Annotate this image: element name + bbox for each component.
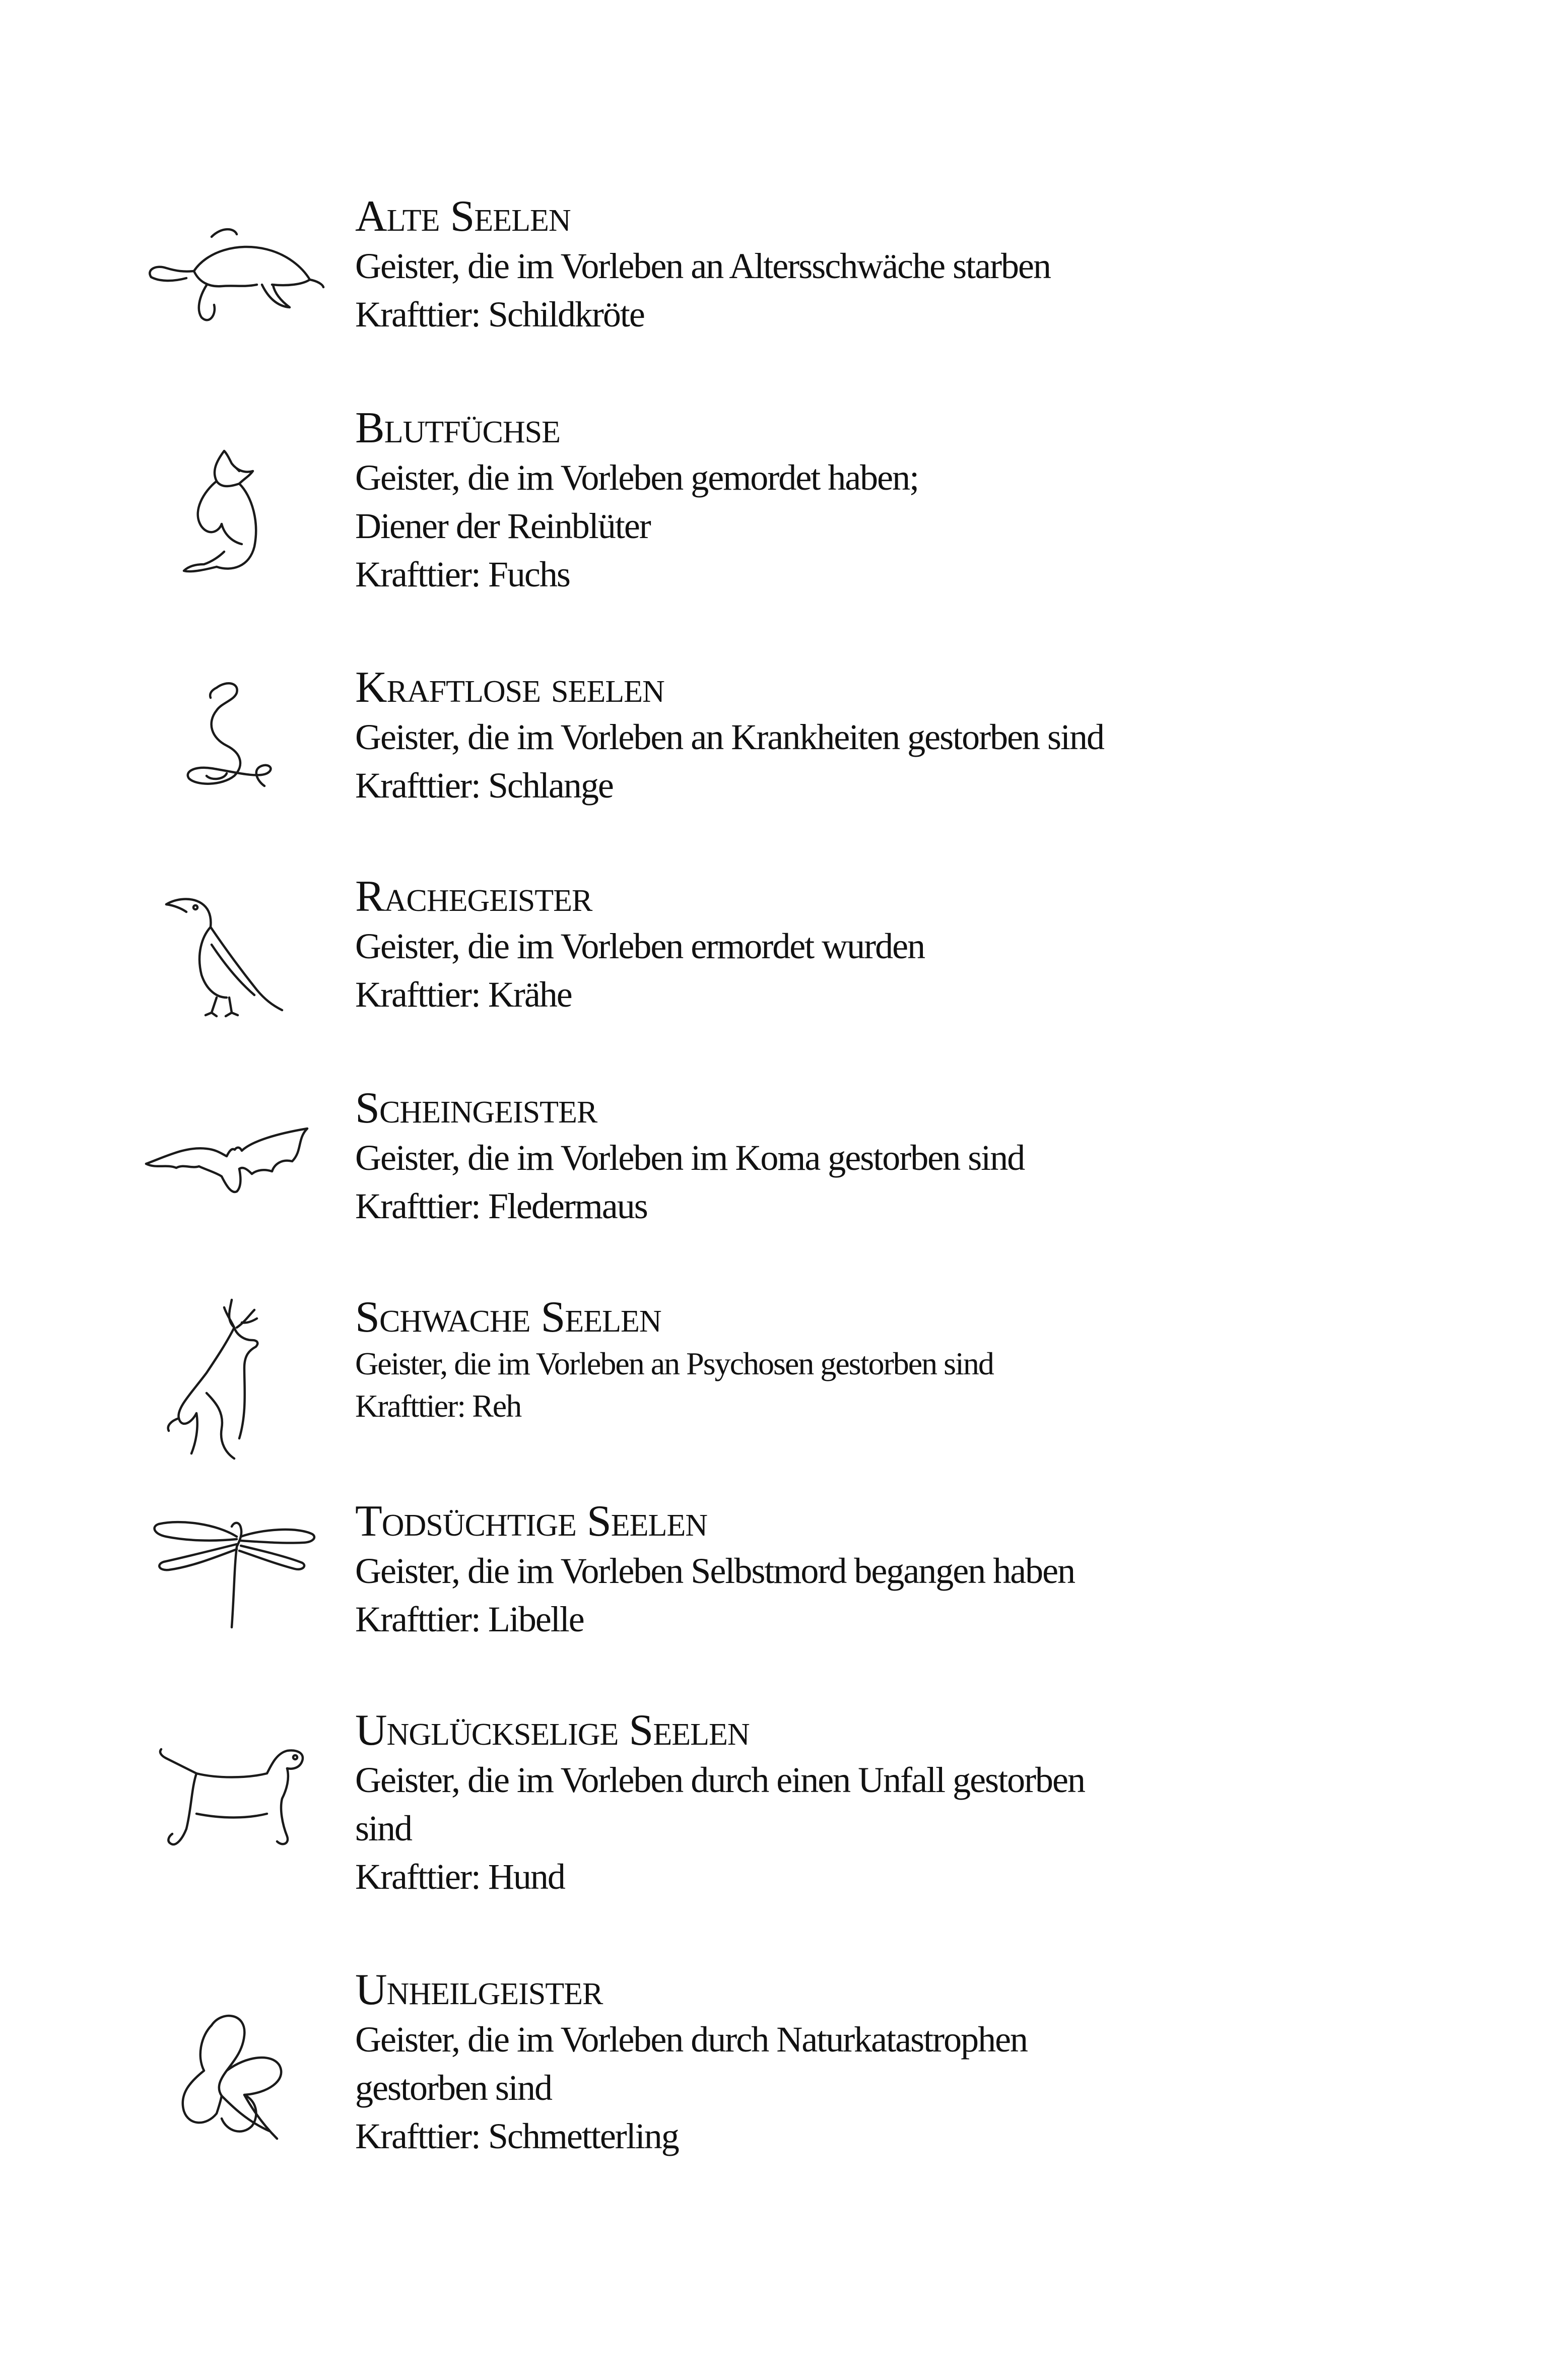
dragonfly-icon — [136, 1506, 327, 1637]
entry-text — [355, 1083, 1262, 1230]
entry-krafttier: Krafttier: Krähe — [355, 974, 572, 1015]
entry-description: Geister, die im Vorleben durch einen Unfall gestorben — [355, 1760, 1085, 1800]
entry-description: Geister, die im Vorleben ermordet wurden — [355, 926, 925, 966]
entry-text — [355, 1965, 1262, 2160]
entry-title: Todsüchtige Seelen — [355, 1497, 708, 1546]
butterfly-icon — [136, 2005, 327, 2151]
entry-krafttier: Krafttier: Schildkröte — [355, 294, 644, 335]
entry-description: Diener der Reinblüter — [355, 506, 650, 546]
entry-description: Geister, die im Vorleben gemordet haben; — [355, 457, 919, 498]
entry-krafttier: Krafttier: Fuchs — [355, 554, 570, 594]
entry-title: Rachegeister — [355, 872, 592, 921]
entry-krafttier: Krafttier: Libelle — [355, 1599, 584, 1639]
entry-description: sind — [355, 1808, 412, 1848]
entry-text — [355, 1705, 1262, 1901]
entry-title: Blutfüchse — [355, 404, 560, 452]
entry-description: gestorben sind — [355, 2068, 552, 2108]
entry-title: Scheingeister — [355, 1084, 597, 1133]
entry-text — [355, 872, 1262, 1019]
entry-krafttier: Krafttier: Fledermaus — [355, 1186, 647, 1226]
entry-text — [355, 663, 1262, 810]
entry-title: Alte Seelen — [355, 192, 571, 241]
crow-icon — [136, 889, 327, 1025]
entry-description: Geister, die im Vorleben durch Naturkatastrophen — [355, 2019, 1028, 2060]
entry-title: Unglückselige Seelen — [355, 1706, 750, 1755]
entry-description: Geister, die im Vorleben im Koma gestorben sind — [355, 1138, 1025, 1178]
fox-icon — [136, 441, 327, 592]
entry-title: Unheilgeister — [355, 1965, 603, 2014]
entry-text — [355, 1496, 1262, 1643]
entry-krafttier: Krafttier: Schlange — [355, 765, 613, 806]
deer-icon — [136, 1292, 327, 1464]
snake-icon — [136, 673, 327, 809]
entry-krafttier: Krafttier: Hund — [355, 1857, 565, 1897]
entry-text — [355, 191, 1262, 339]
entry-title: Schwache Seelen — [355, 1293, 661, 1342]
entry-description: Geister, die im Vorleben an Krankheiten gestorben sind — [355, 717, 1104, 757]
entry-description: Geister, die im Vorleben an Altersschwäche starben — [355, 246, 1051, 286]
entry-title: Kraftlose seelen — [355, 663, 664, 712]
entry-description: Geister, die im Vorleben an Psychosen gestorben sind — [355, 1346, 993, 1381]
entry-text — [355, 403, 1262, 599]
entry-text — [355, 1292, 1262, 1427]
bat-icon — [136, 1113, 327, 1214]
entry-krafttier: Krafttier: Schmetterling — [355, 2116, 679, 2156]
entry-description: Geister, die im Vorleben Selbstmord begangen haben — [355, 1551, 1075, 1591]
dog-icon — [136, 1738, 327, 1859]
turtle-icon — [136, 222, 327, 338]
entry-krafttier: Krafttier: Reh — [355, 1388, 521, 1424]
